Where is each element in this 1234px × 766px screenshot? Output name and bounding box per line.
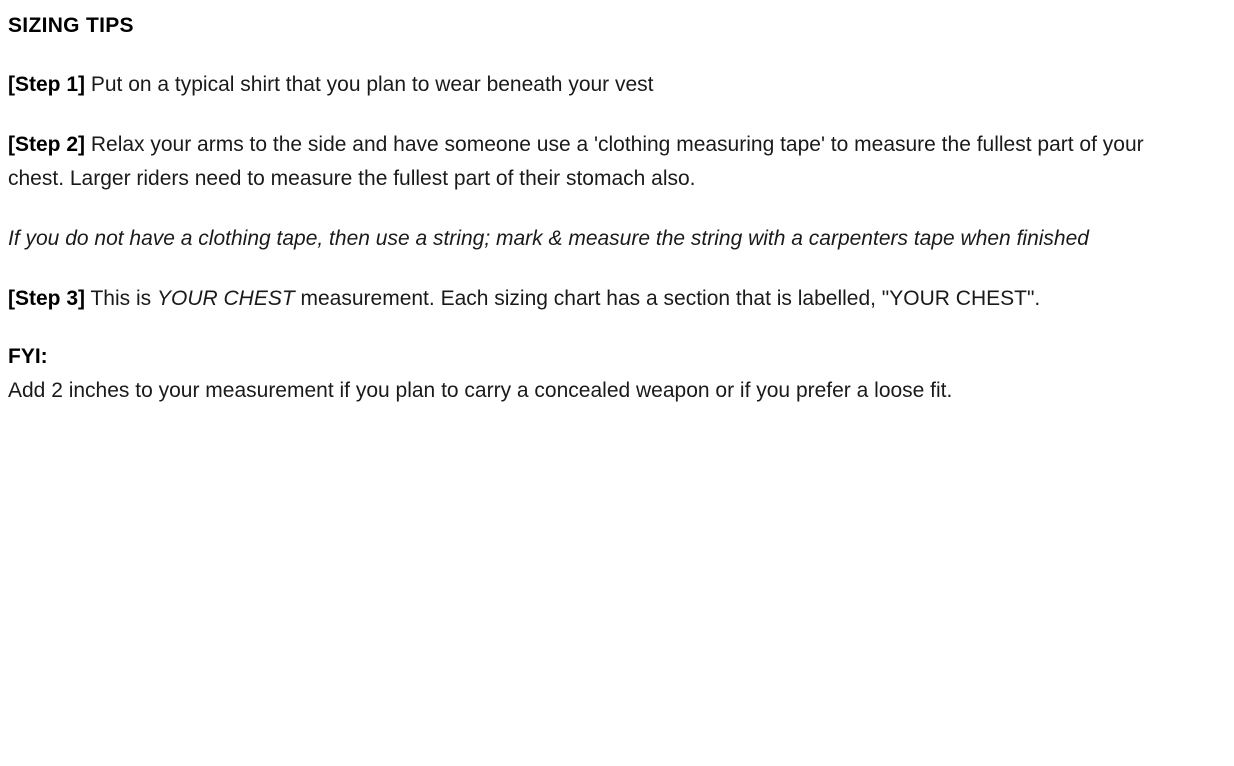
step-3-text-before: This is [85, 287, 157, 311]
page-title: SIZING TIPS [8, 14, 134, 37]
fyi-body: Add 2 inches to your measurement if you plan to carry a concealed weapon or if you prefer a loose fit. [8, 378, 953, 402]
step-2-label: [Step 2] [8, 133, 86, 157]
step-3-emphasis: YOUR CHEST [156, 287, 295, 311]
step-1-paragraph [8, 68, 1168, 102]
step-3-text-after: measurement. Each sizing chart has a section that is labelled, "YOUR CHEST". [294, 287, 1041, 311]
step-2-paragraph [8, 128, 1168, 196]
step-1-label: [Step 1] [8, 73, 86, 97]
step-2-text: Relax your arms to the side and have someone use a 'clothing measuring tape' to measure the fullest part of your chest. Larger riders need to measure the fullest part of their stomach also. [8, 133, 1144, 191]
fyi-section [8, 342, 1194, 407]
step-3-label: [Step 3] [8, 287, 86, 311]
tape-note-paragraph: If you do not have a clothing tape, then use a string; mark & measure the string with a carpenters tape when finished [8, 227, 1089, 251]
fyi-heading: FYI: [8, 345, 48, 369]
step-1-text: Put on a typical shirt that you plan to wear beneath your vest [85, 73, 654, 97]
step-3-paragraph [8, 282, 1168, 316]
